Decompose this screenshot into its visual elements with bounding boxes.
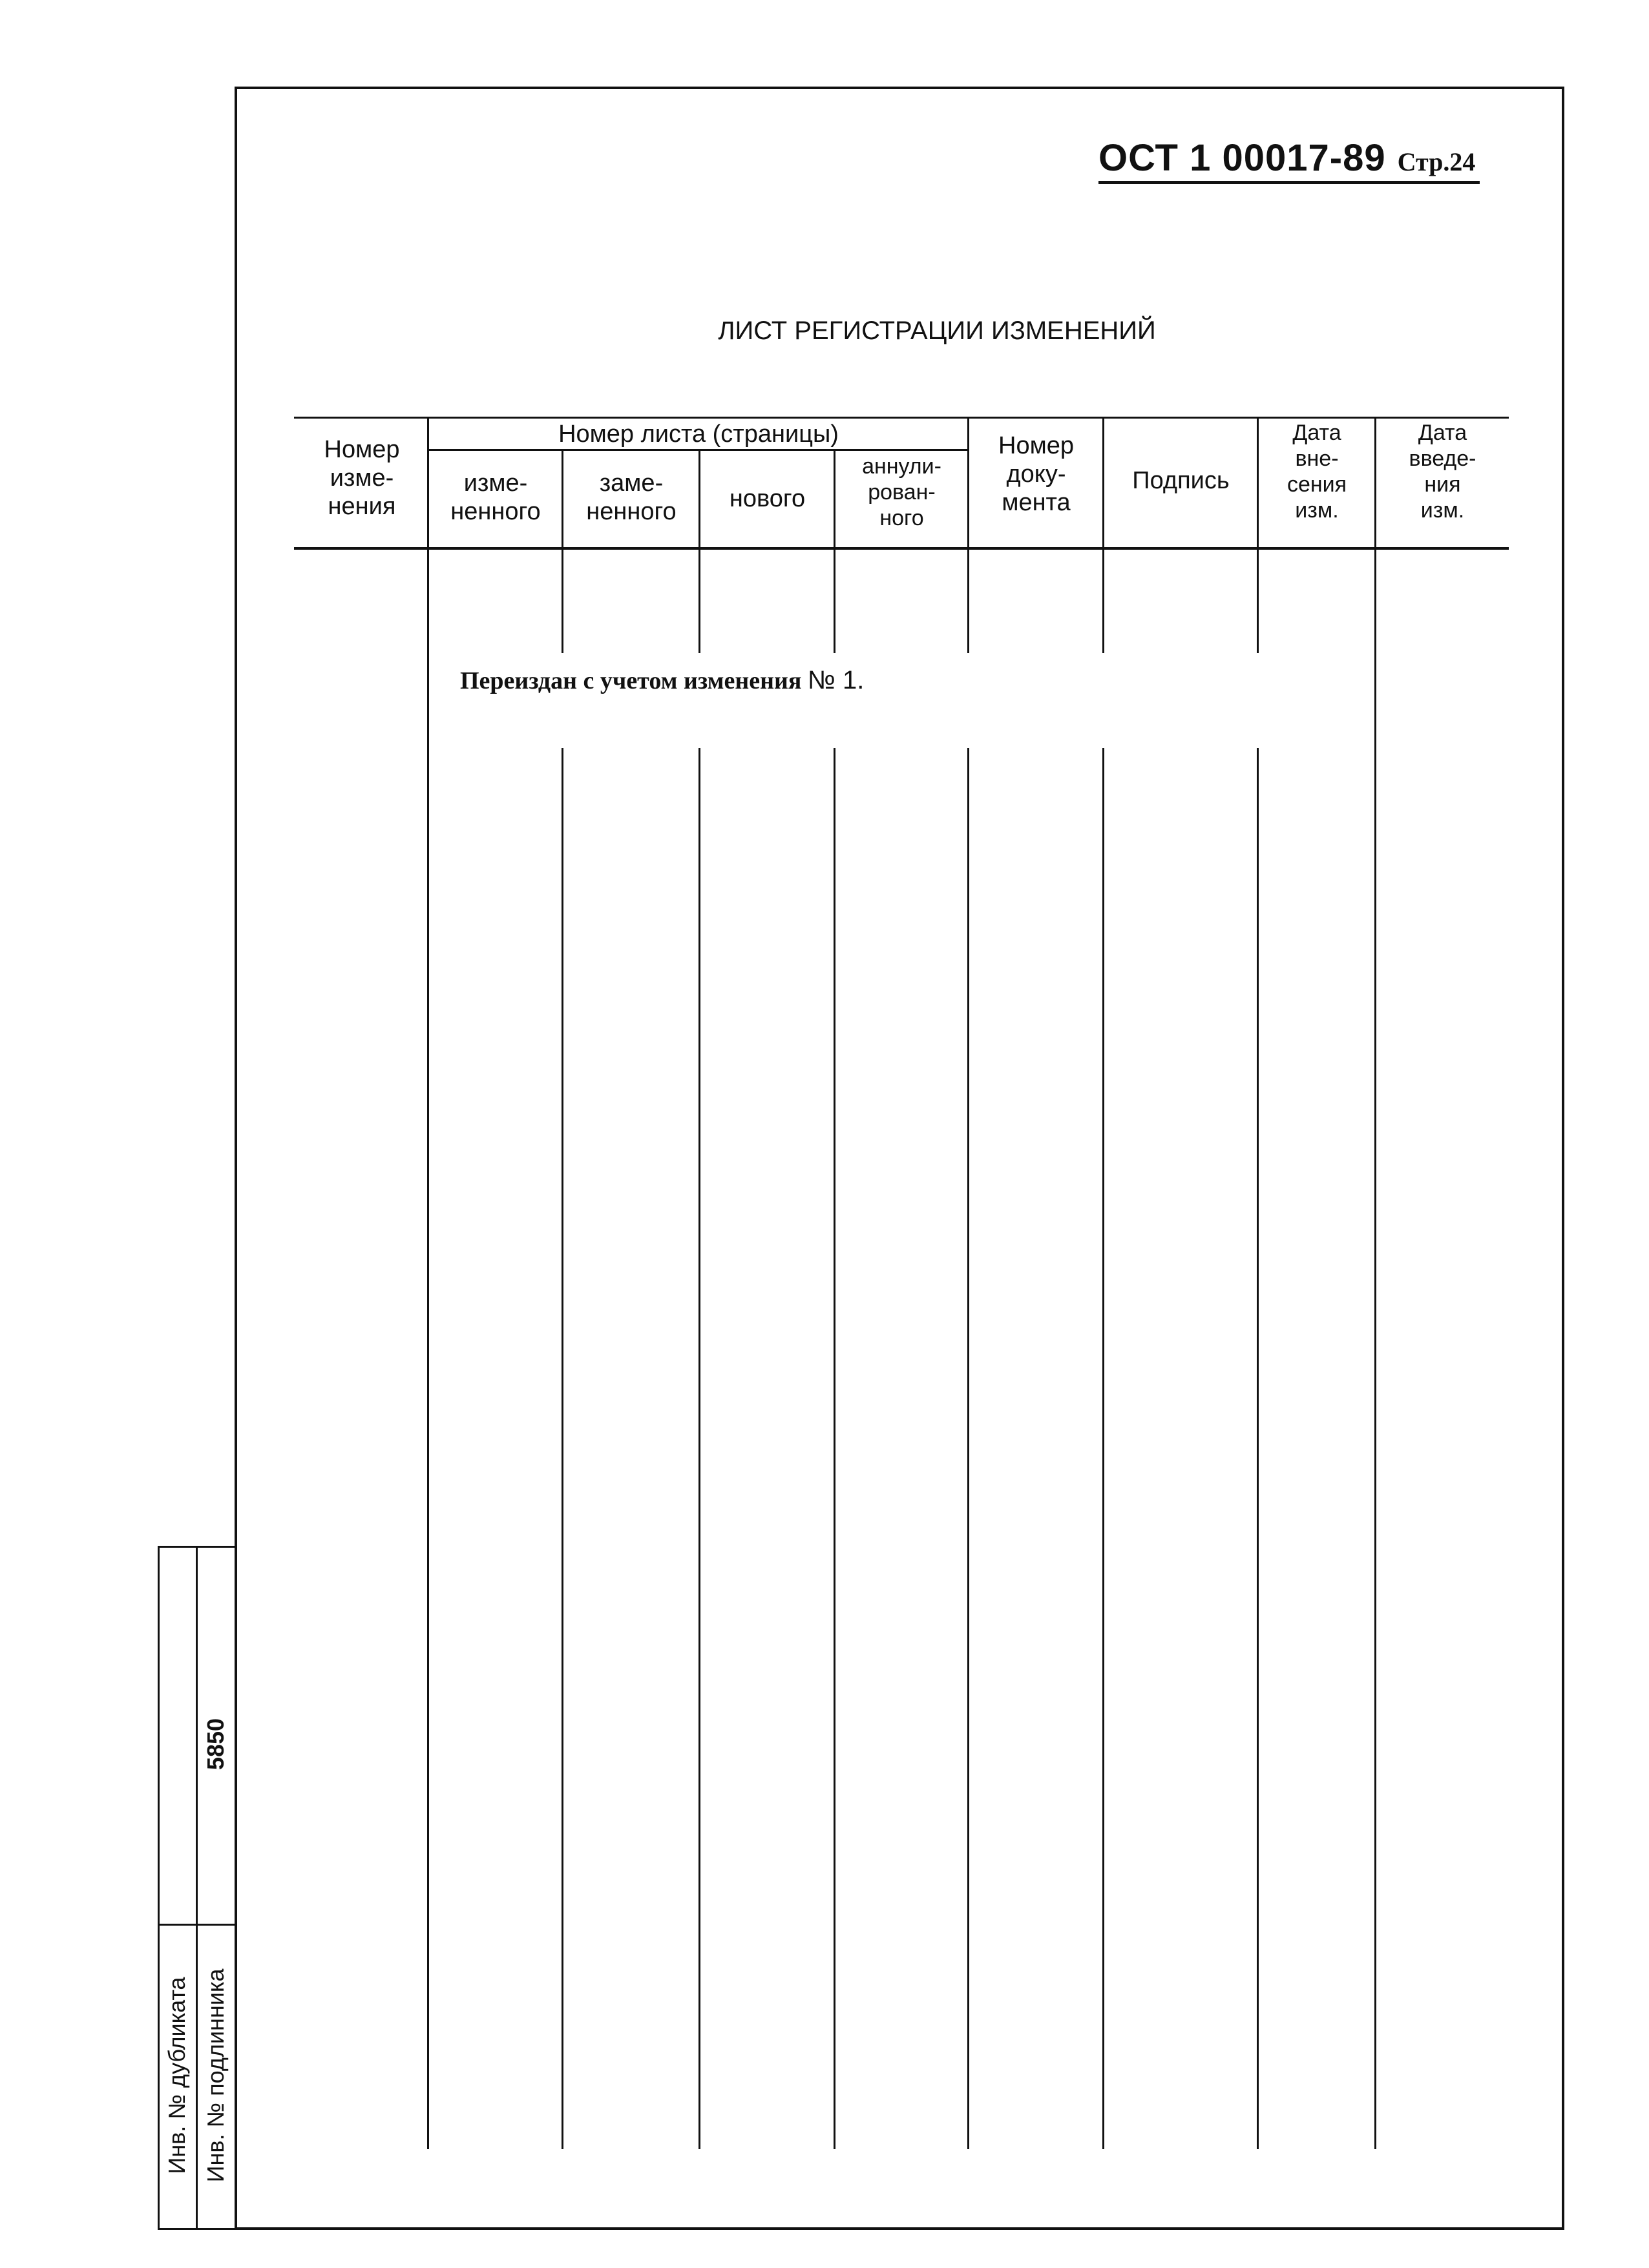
header-signature: Подпись: [1132, 467, 1230, 494]
col-divider: [834, 748, 835, 2149]
stamp-divider: [196, 1546, 198, 2230]
document-code: ОСТ 1 00017-89: [1098, 137, 1386, 179]
header-effective-date: Дата введе- ния изм.: [1409, 421, 1476, 523]
header-sheet-number-group: Номер листа (страницы): [558, 421, 839, 448]
header-replaced: заме- ненного: [586, 470, 677, 525]
page-number: Стр.24: [1397, 147, 1476, 176]
reissue-note-text: Переиздан с учетом изменения: [460, 667, 802, 694]
header-changed: изме- ненного: [450, 470, 541, 525]
table-top-rule: [294, 417, 1509, 419]
stamp-middle: [158, 1924, 236, 1926]
col-divider: [562, 748, 563, 2149]
header-annulled: аннули- рован- ного: [862, 454, 941, 530]
table-header-bottom-rule: [294, 547, 1509, 550]
col-divider: [1374, 417, 1376, 2149]
stamp-bottom: [158, 2228, 236, 2230]
col-divider: [427, 417, 429, 2149]
duplicate-inventory-label: Инв. № дубликата: [163, 1977, 190, 2174]
reissue-note-number: № 1.: [808, 666, 865, 694]
original-inventory-value: 5850: [202, 1718, 229, 1771]
stamp-outer-left: [158, 1546, 160, 2230]
header-entry-date: Дата вне- сения изм.: [1287, 421, 1347, 523]
header-new: нового: [729, 485, 806, 512]
stamp-top: [158, 1546, 236, 1548]
header-change-number: Номер изме- нения: [324, 436, 400, 520]
document-header: [1098, 136, 1480, 184]
col-divider: [967, 748, 969, 2149]
col-divider: [1102, 748, 1104, 2149]
sheet-title: ЛИСТ РЕГИСТРАЦИИ ИЗМЕНЕНИЙ: [718, 317, 1156, 345]
page-frame: [235, 87, 1564, 2230]
header-document-number: Номер доку- мента: [998, 432, 1074, 516]
col-divider: [1257, 748, 1259, 2149]
col-divider: [698, 748, 700, 2149]
reissue-note: [460, 665, 864, 696]
original-inventory-label: Инв. № подлинника: [202, 1968, 229, 2183]
